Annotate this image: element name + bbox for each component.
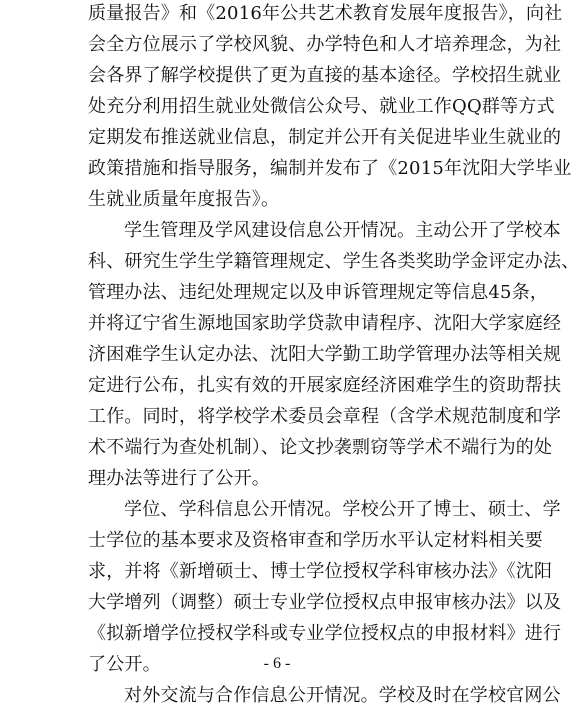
paragraph-heading-line: 对外交流与合作信息公开情况。学校及时在学校官网公: [124, 685, 561, 706]
text-line: 科、研究生学生学籍管理规定、学生各类奖助学金评定办法、: [88, 251, 579, 272]
text-line: 质量报告》和《2016年公共艺术教育发展年度报告》，向社: [88, 3, 563, 24]
text-line: 处充分利用招生就业处微信公众号、就业工作QQ群等方式: [88, 96, 555, 117]
text-line: 生就业质量年度报告》。: [88, 189, 280, 210]
text-line: 求，并将《新增硕士、博士学位授权学科审核办法》《沈阳: [88, 561, 553, 582]
text-line: 定进行公布，扎实有效的开展家庭经济困难学生的资助帮扶: [88, 375, 562, 396]
text-line: 定期发布推送就业信息，制定并公开有关促进毕业生就业的: [88, 127, 562, 148]
text-line: 济困难学生认定办法、沈阳大学勤工助学管理办法等相关规: [88, 344, 562, 365]
text-line: 理办法等进行了公开。: [88, 468, 270, 489]
text-line: 术不端行为查处机制）、论文抄袭剽窃等学术不端行为的处: [88, 437, 553, 458]
text-line: 会各界了解学校提供了更为直接的基本途径。学校招生就业: [88, 65, 562, 86]
text-line: 《拟新增学位授权学科或专业学位授权点的申报材料》进行: [88, 623, 562, 644]
text-line: 管理办法、违纪处理规定以及申诉管理规定等信息45条，: [88, 282, 549, 303]
paragraph-heading-line: 学生管理及学风建设信息公开情况。主动公开了学校本: [124, 220, 561, 241]
text-line: 了公开。: [88, 654, 161, 675]
text-line: 士学位的基本要求及资格审查和学历水平认定材料相关要: [88, 530, 543, 551]
text-line: 工作。同时，将学校学术委员会章程（含学术规范制度和学: [88, 406, 562, 427]
page-number: - 6 -: [263, 655, 291, 672]
text-line: 政策措施和指导服务，编制并发布了《2015年沈阳大学毕业: [88, 158, 572, 179]
paragraph-heading-line: 学位、学科信息公开情况。学校公开了博士、硕士、学: [124, 499, 561, 520]
text-line: 大学增列（调整）硕士专业学位授权点申报审核办法》以及: [88, 592, 562, 613]
text-line: 并将辽宁省生源地国家助学贷款申请程序、沈阳大学家庭经: [88, 313, 562, 334]
text-line: 会全方位展示了学校风貌、办学特色和人才培养理念，为社: [88, 34, 562, 55]
